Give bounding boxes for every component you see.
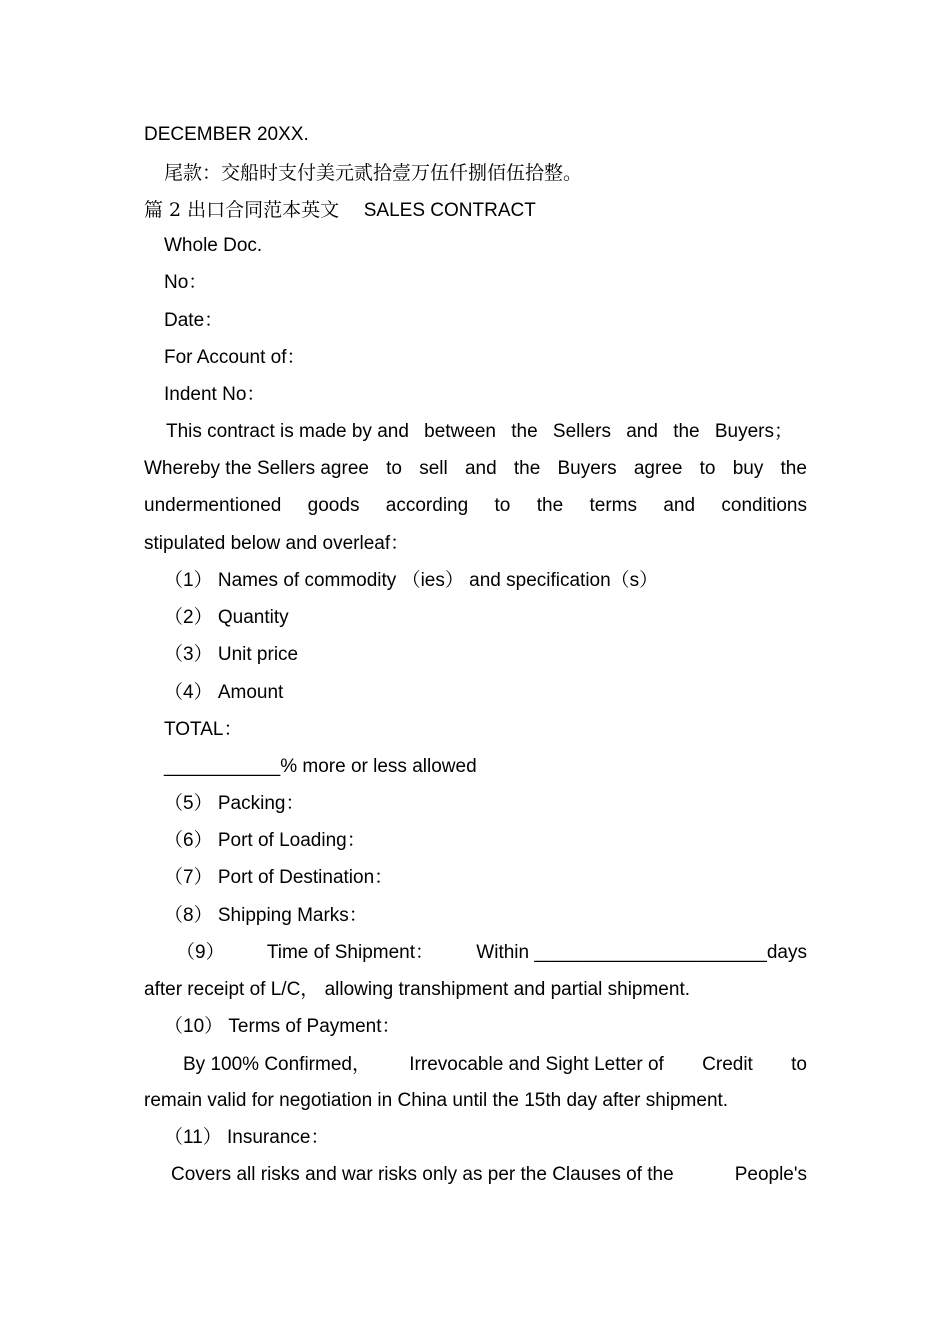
item-7: （7） Port of Destination： [164, 867, 394, 888]
total-label: TOTAL： [164, 719, 243, 740]
item-9-shipment-cont: after receipt of L/C， allowing transhipment and partial shipment. [144, 979, 690, 1000]
payment-line-2: remain valid for negotiation in China until the 15th day after shipment. [144, 1090, 729, 1111]
item-3: （3） Unit price [164, 644, 299, 665]
item-8: （8） Shipping Marks： [164, 905, 368, 926]
intro-line-4: stipulated below and overleaf： [144, 533, 410, 554]
item-1: （1） Names of commodity （ies） and specification（s） [164, 570, 659, 591]
field-no: No： [164, 272, 208, 293]
balance-payment-clause: 尾款：交船时支付美元贰拾壹万伍仟捌佰伍拾整。 [164, 162, 583, 184]
item-11-heading: （11） Insurance： [164, 1127, 330, 1148]
section-title [144, 197, 807, 224]
item-10-heading: （10） Terms of Payment： [164, 1016, 401, 1037]
payment-line-1: By 100% Confirmed， Irrevocable and Sight Letter of Credit to [183, 1054, 807, 1075]
more-or-less-clause: ___________% more or less allowed [164, 756, 477, 777]
whole-doc-label: Whole Doc. [164, 235, 263, 256]
item-6: （6） Port of Loading： [164, 830, 366, 851]
section-title-cn: 篇 2 出口合同范本英文 [144, 199, 340, 221]
item-5: （5） Packing： [164, 793, 305, 814]
field-date: Date： [164, 310, 224, 331]
field-for-account-of: For Account of： [164, 347, 306, 368]
insurance-line-1: Covers all risks and war risks only as per the Clauses of the People's [171, 1164, 807, 1185]
intro-line-3: undermentioned goods according to the terms and conditions [144, 495, 807, 516]
item-4: （4） Amount [164, 682, 284, 703]
intro-line-2: Whereby the Sellers agree to sell and the Buyers agree to buy the [144, 458, 807, 479]
intro-line-1: This contract is made by and between the Sellers and the Buyers； [166, 421, 793, 442]
section-title-en: SALES CONTRACT [363, 200, 536, 221]
item-9-shipment: （9） Time of Shipment： Within ______________________days [176, 942, 807, 963]
date-tail: DECEMBER 20XX. [144, 124, 309, 145]
field-indent-no: Indent No： [164, 384, 266, 405]
item-2: （2） Quantity [164, 607, 289, 628]
